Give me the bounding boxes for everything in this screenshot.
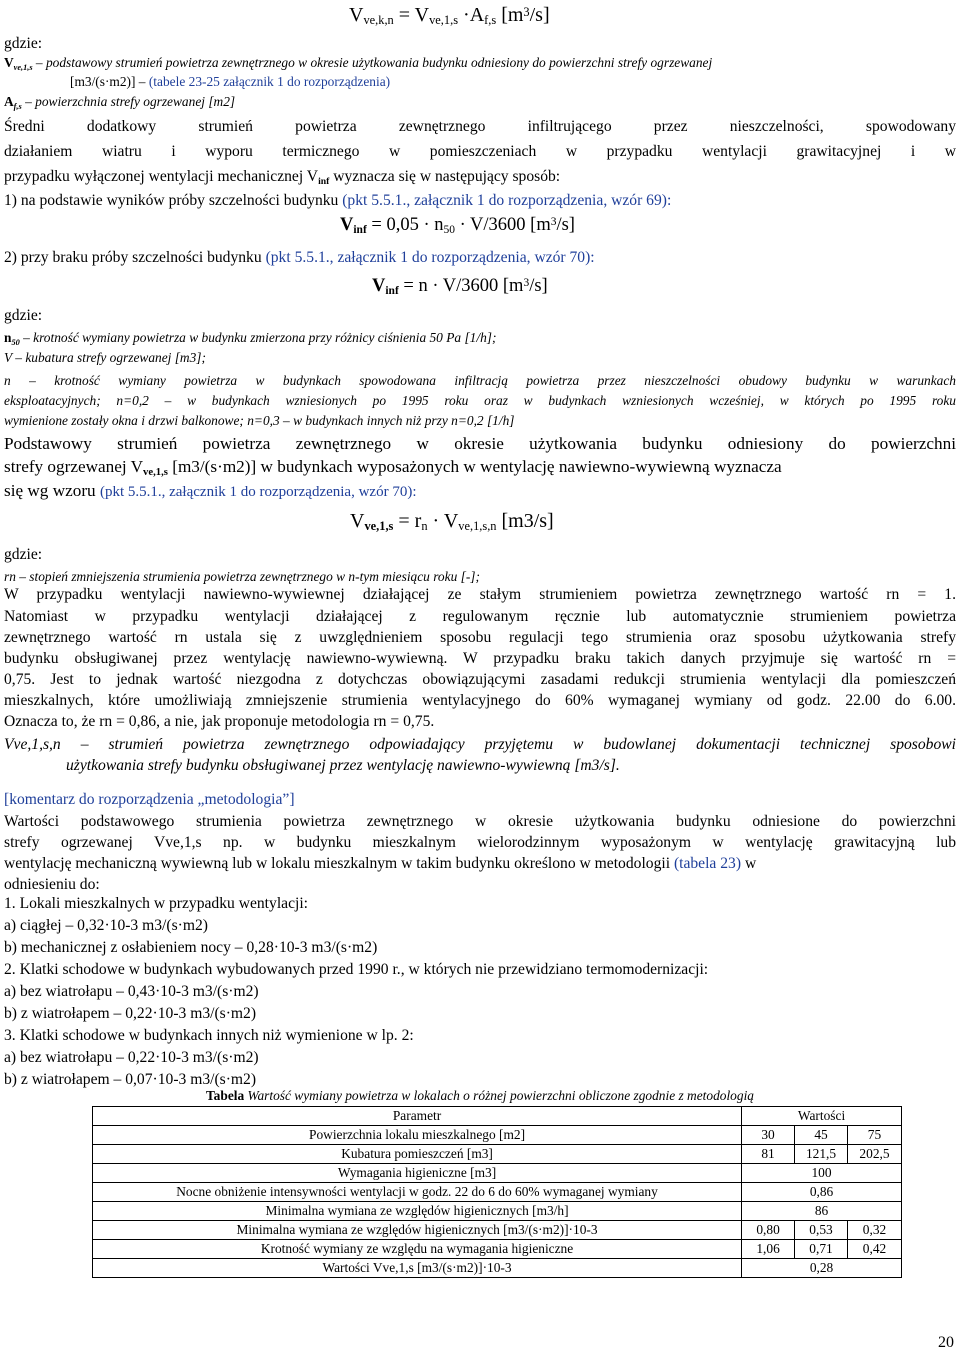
equation-vvekn: $V_{ve,k,n} = V_{ve,1,s} \cdot A_{f,s}$ $[m^3/s]$: [349, 4, 550, 27]
paragraph-line: budynku obsługiwanej przez wentylację nawiewno-wywiewną. W przypadku braku takich danych przyjmuje się wartość rn =: [4, 650, 956, 667]
definition-n: wymienione zostały okna i drzwi balkonowe; n=0,3 – w budynkach innych niż przy n=0,2 [1/h]: [4, 413, 515, 428]
table-row: [93, 1240, 902, 1259]
table-cell: Nocne obniżenie intensywności wentylacji w godz. 22 do 6 do 60% wymaganej wymiany: [93, 1183, 742, 1202]
list-item: a) ciągłej – 0,32·10-3 m3/(s·m2): [4, 917, 208, 934]
paragraph-line: Oznacza to, że rn = 0,86, a nie, jak proponuje metodologia rn = 0,75.: [4, 713, 435, 730]
table-row: [93, 1126, 902, 1145]
table-row: [93, 1202, 902, 1221]
table-cell: 0,86: [742, 1183, 902, 1202]
paragraph-line: Średni dodatkowy strumień powietrza zewnętrznego infiltrującego przez nieszczelności, spowodowany: [4, 118, 956, 135]
list-item: 1. Lokali mieszkalnych w przypadku wentylacji:: [4, 895, 308, 912]
equation-vve1s: $V_{ve,1,s} = r_n \cdot V_{ve,1,s,n}$ [m3/s]: [350, 510, 554, 533]
paragraph-line: mieszkalnych, które umożliwiają zmniejszenie strumienia wentylacyjnego do 60% wymaganej wymiany od godz. 22.00 do 6.00.: [4, 692, 956, 709]
list-item: a) bez wiatrołapu – 0,43·10-3 m3/(s·m2): [4, 983, 259, 1000]
page-number: 20: [938, 1334, 954, 1351]
table-cell: Krotność wymiany ze względu na wymagania higieniczne: [93, 1240, 742, 1259]
paragraph-line: strefy ogrzewanej $V_{ve,1,s}$ [m3/(s·m2)] w budynkach wyposażonych w wentylację nawiewno-wywiewną wyznacza: [4, 457, 782, 478]
paragraph-line: odniesieniu do:: [4, 876, 100, 893]
table-row: [93, 1259, 902, 1278]
list-item: b) mechanicznej z osłabieniem nocy – 0,28·10-3 m3/(s·m2): [4, 939, 378, 956]
table-cell: 1,06: [742, 1240, 795, 1259]
definition-vve1s: $V_{ve,1,s}$ – podstawowy strumień powietrza zewnętrznego w okresie użytkowania budynku odniesiony do powierzchni strefy ogrzewanej: [4, 55, 713, 72]
table-cell: 121,5: [795, 1145, 848, 1164]
table-row: [93, 1164, 902, 1183]
paragraph-line: wentylację mechaniczną wywiewną lub w lokalu mieszkalnym w takim budynku określono w metodologii (tabela 23) w: [4, 855, 757, 872]
paragraph-line: 0,75. Jest to jednak wartość niezgodna z dotychczas obowiązującymi zasadami redukcji strumienia wentylacji dla pomieszczeń: [4, 671, 956, 688]
table-cell: Powierzchnia lokalu mieszkalnego [m2]: [93, 1126, 742, 1145]
paragraph-line: Wartości podstawowego strumienia powietrza zewnętrznego w okresie użytkowania budynku odniesione do powierzchni: [4, 813, 956, 830]
table-cell: 0,71: [795, 1240, 848, 1259]
list-item: 2. Klatki schodowe w budynkach wybudowanych przed 1990 r., w których nie przewidziano termomodernizacji:: [4, 961, 709, 978]
paragraph-line: Natomiast w przypadku wentylacji działającej z regulowanym ręcznie lub automatycznie strumieniem powietrza: [4, 608, 956, 625]
definition-afs: $A_{f,s}$ – powierzchnia strefy ogrzewanej [m2]: [4, 94, 236, 111]
table-header-cell: Wartości: [742, 1107, 902, 1126]
paragraph-line: zewnętrznego wartość rn ustala się z uwzględnieniem sposobu regulacji tego strumienia oraz sposobu użytkowania strefy: [4, 629, 956, 646]
table-cell: 100: [742, 1164, 902, 1183]
comment-heading: [komentarz do rozporządzenia „metodologia”]: [4, 791, 295, 808]
table-cell: 0,53: [795, 1221, 848, 1240]
table-cell: Minimalna wymiana ze względów higienicznych [m3/h]: [93, 1202, 742, 1221]
label-gdzie: gdzie:: [4, 546, 43, 563]
ventilation-table: [92, 1106, 902, 1278]
definition-n50: $n_{50}$ – krotność wymiany powietrza w budynku zmierzona przy różnicy ciśnienia 50 Pa [1/h];: [4, 330, 497, 347]
table-cell: 0,80: [742, 1221, 795, 1240]
table-row: [93, 1183, 902, 1202]
label-gdzie: gdzie:: [4, 307, 43, 324]
definition-vve1sn: użytkowania strefy budynku obsługiwanej przez wentylację nawiewno-wywiewną [m3/s].: [66, 757, 620, 774]
table-cell: 202,5: [848, 1145, 902, 1164]
table-cell: 75: [848, 1126, 902, 1145]
table-cell: 0,42: [848, 1240, 902, 1259]
table-cell: 45: [795, 1126, 848, 1145]
table-cell: 81: [742, 1145, 795, 1164]
table-cell: 30: [742, 1126, 795, 1145]
paragraph-line: działaniem wiatru i wyporu termicznego w pomieszczeniach w przypadku wentylacji grawitacyjnej i w: [4, 143, 956, 160]
equation-vinf-2: $V_{inf} = n \cdot V/3600$ $[m^3/s]$: [372, 276, 548, 297]
table-row: [93, 1221, 902, 1240]
list-item: b) z wiatrołapem – 0,07·10-3 m3/(s·m2): [4, 1071, 257, 1088]
list-item: 3. Klatki schodowe w budynkach innych niż wymienione w lp. 2:: [4, 1027, 414, 1044]
definition-vve1sn: Vve,1,s,n – strumień powietrza zewnętrznego odpowiadający przyjętemu w budowlanej dokumentacji technicznej sposobowi: [4, 736, 956, 753]
table-cell: 0,32: [848, 1221, 902, 1240]
list-item-2: 2) przy braku próby szczelności budynku (pkt 5.5.1., załącznik 1 do rozporządzenia, wzór 70):: [4, 249, 595, 266]
label-gdzie: gdzie:: [4, 35, 43, 52]
paragraph-line: strefy ogrzewanej Vve,1,s np. w budynku mieszkalnym wielorodzinnym wyposażonym w wentylację grawitacyjną lub: [4, 834, 956, 851]
table-cell: 86: [742, 1202, 902, 1221]
paragraph-line: Podstawowy strumień powietrza zewnętrznego w okresie użytkowania budynku odniesiony do powierzchni: [4, 434, 956, 453]
paragraph-line: przypadku wyłączonej wentylacji mechanicznej $V_{inf}$ wyznacza się w następujący sposób:: [4, 168, 561, 187]
definition-v: V – kubatura strefy ogrzewanej [m3];: [4, 350, 206, 365]
table-cell: 0,28: [742, 1259, 902, 1278]
list-item-1: 1) na podstawie wyników próby szczelności budynku (pkt 5.5.1., załącznik 1 do rozporządzenia, wzór 69):: [4, 192, 672, 209]
table-cell: Kubatura pomieszczeń [m3]: [93, 1145, 742, 1164]
definition-n: n – krotność wymiany powietrza w budynkach spowodowana infiltracją powietrza przez nieszczelności obudowy budynku w warunkach: [4, 373, 956, 388]
table-row: [93, 1145, 902, 1164]
equation-vinf-1: $V_{inf} = 0,05 \cdot n_{50} \cdot V/3600$ $[m^3/s]$: [340, 215, 575, 236]
paragraph-line: W przypadku wentylacji nawiewno-wywiewnej działającej ze stałym strumieniem powietrza zewnętrznego wartość rn = 1.: [4, 586, 956, 603]
table-caption: Tabela Wartość wymiany powietrza w lokalach o różnej powierzchni obliczone zgodnie z metodologią: [205, 1088, 754, 1103]
paragraph-line: się wg wzoru (pkt 5.5.1., załącznik 1 do rozporządzenia, wzór 70):: [4, 481, 417, 500]
definition-n: eksploatacyjnych; n=0,2 – w budynkach wzniesionych po 1995 roku oraz w budynkach wzniesionych wcześniej, w których po 1995 roku: [4, 393, 956, 408]
list-item: a) bez wiatrołapu – 0,22·10-3 m3/(s·m2): [4, 1049, 259, 1066]
table-header-cell: Parametr: [93, 1107, 742, 1126]
table-header-row: [93, 1107, 902, 1126]
definition-rn: rn – stopień zmniejszenia strumienia powietrza zewnętrznego w n-tym miesiącu roku [-];: [4, 569, 480, 584]
table-cell: Minimalna wymiana ze względów higienicznych [m3/(s·m2)]·10-3: [93, 1221, 742, 1240]
table-cell: Wymagania higieniczne [m3]: [93, 1164, 742, 1183]
table-cell: Wartości Vve,1,s [m3/(s·m2)]·10-3: [93, 1259, 742, 1278]
definition-vve1s-unit: [m3/(s·m2)] – (tabele 23-25 załącznik 1 do rozporządzenia): [70, 74, 391, 89]
list-item: b) z wiatrołapem – 0,22·10-3 m3/(s·m2): [4, 1005, 257, 1022]
